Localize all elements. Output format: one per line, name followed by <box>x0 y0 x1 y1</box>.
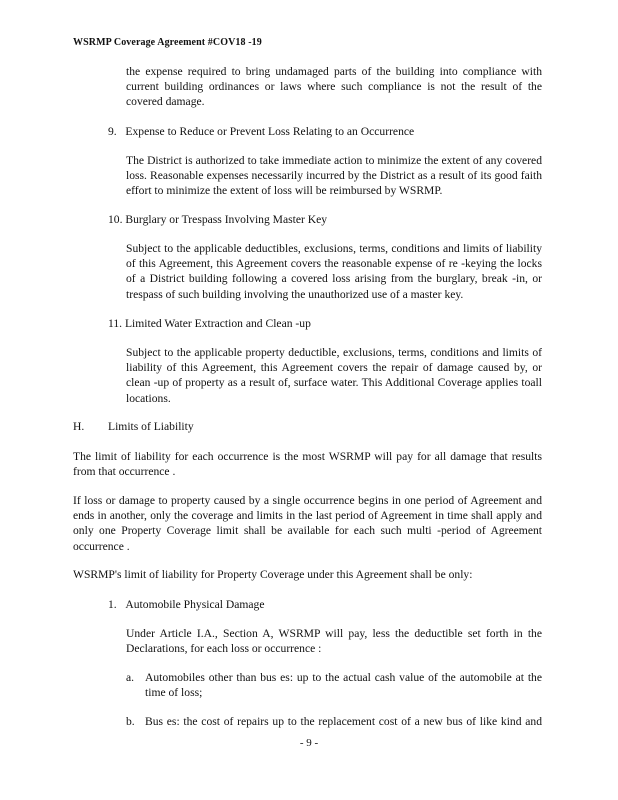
item-10-body: Subject to the applicable deductibles, exclusions, terms, conditions and limits of liability of this Agreement, this Agreement covers the reasonable expense of re -keying the locks of a District building following a covered loss arising from the burglary, break -in, or trespass of such building involving the unauthorized use of a master key. <box>126 242 542 301</box>
item-1-heading: 1. Automobile Physical Damage <box>108 598 265 611</box>
subitem-a-body: Automobiles other than bus es: up to the actual cash value of the automobile at the time of loss; <box>145 671 542 700</box>
subitem-b-body: Bus es: the cost of repairs up to the replacement cost of a new bus of like kind and <box>145 715 542 728</box>
limit-paragraph: The limit of liability for each occurrence is the most WSRMP will pay for all damage that results from that occurrence . <box>73 450 542 479</box>
page-number: - 9 - <box>299 737 319 749</box>
subitem-b-label: b. <box>126 715 135 728</box>
section-h-title: Limits of Liability <box>108 420 194 433</box>
continued-paragraph: the expense required to bring undamaged parts of the building into compliance with current building ordinances or laws where such compliance is not the result of the covered damage. <box>126 65 542 109</box>
page-header: WSRMP Coverage Agreement #COV18 -19 <box>73 37 262 48</box>
item-11-body: Subject to the applicable property deductible, exclusions, terms, conditions and limits of liability of this Agreement, this Agreement covers the repair of damage caused by, or clean -up of property as a result of, surface water. This Additional Coverage applies toall locations. <box>126 346 542 405</box>
section-h-letter: H. <box>73 420 85 433</box>
multi-period-paragraph: If loss or damage to property caused by a single occurrence begins in one period of Agreement and ends in another, only the coverage and limits in the last period of Agreement in time shall apply and only one Property Coverage limit shall be available for each such multi -period of Agreement occurrence . <box>73 494 542 553</box>
item-1-body: Under Article I.A., Section A, WSRMP will pay, less the deductible set forth in the Declarations, for each loss or occurrence : <box>126 627 542 656</box>
subitem-a-label: a. <box>126 671 135 684</box>
item-9-body: The District is authorized to take immediate action to minimize the extent of any covered loss. Reasonable expenses necessarily incurred by the District as a result of its good faith effort to minimize the extent of loss will be reimbursed by WSRMP. <box>126 154 542 198</box>
item-9-heading: 9. Expense to Reduce or Prevent Loss Relating to an Occurrence <box>108 125 415 138</box>
limit-intro-paragraph: WSRMP's limit of liability for Property Coverage under this Agreement shall be only: <box>73 568 473 581</box>
item-10-heading: 10. Burglary or Trespass Involving Master Key <box>108 213 328 226</box>
item-11-heading: 11. Limited Water Extraction and Clean -up <box>108 317 311 330</box>
